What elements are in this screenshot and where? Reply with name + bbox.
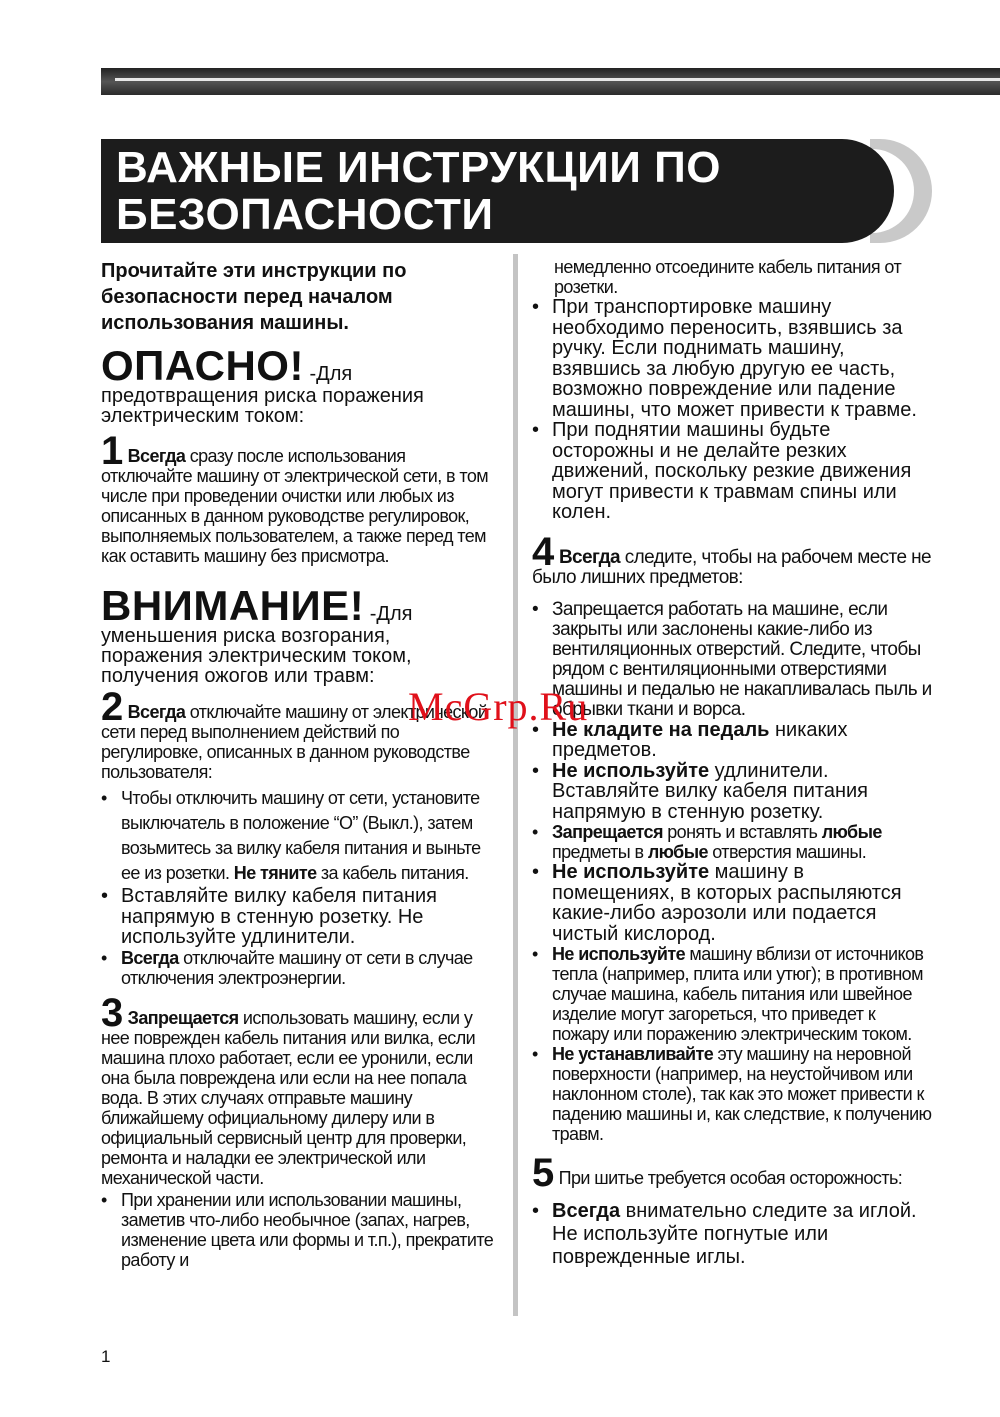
danger-label: ОПАСНО! xyxy=(101,342,304,389)
header-bar-line xyxy=(115,78,1000,81)
danger-text: предотвращения риска поражения электрическим током: xyxy=(101,385,424,427)
list-item-bold: Не используйте xyxy=(552,944,686,964)
list-item xyxy=(532,822,932,862)
list-item-text: ронять и вставлять xyxy=(662,822,822,842)
title-line-2: БЕЗОПАСНОСТИ xyxy=(116,190,494,239)
intro-text: Прочитайте эти инструкции по безопасности перед началом использования машины. xyxy=(101,260,407,334)
list-item xyxy=(532,761,932,823)
title-line-1: ВАЖНЫЕ ИНСТРУКЦИИ ПО xyxy=(116,143,721,192)
item-2-number: 2 xyxy=(101,685,124,729)
right-column xyxy=(532,257,932,1269)
list-item-bold: Не тяните xyxy=(233,863,317,883)
right-list xyxy=(532,297,932,523)
list-item-text: отключайте машину от сети в случае отключения электроэнергии. xyxy=(121,947,473,988)
item-5-text: При шитье требуется особая осторожность: xyxy=(554,1168,903,1188)
list-item-bold: любые xyxy=(821,822,882,842)
item-4-number: 4 xyxy=(532,529,555,574)
list-item-text: эту машину на неровной поверхности (например, на неустойчивом или наклонном столе), так как это может привести к падению машины и, как следствие, к получению травм. xyxy=(552,1044,932,1144)
list-item-text: При поднятии машины будьте осторожны и не делайте резких движений, поскольку резкие движения могут привести к травмам спины или колен. xyxy=(552,419,912,523)
item-2-bold: Всегда xyxy=(127,702,186,722)
list-item-bold: Запрещается xyxy=(552,822,663,842)
warning-heading xyxy=(101,582,496,629)
list-item-bold: Всегда xyxy=(552,1200,621,1222)
list-item-text: предметы в xyxy=(552,842,648,862)
list-item-bold: Не используйте xyxy=(552,861,710,883)
item-3-bold: Запрещается xyxy=(127,1007,239,1028)
column-divider xyxy=(513,254,518,1316)
item-1-text: сразу после использования отключайте машину от электрической сети, в том числе при проведении очистки или любых из описанных в данном руководстве регулировок, выполняемых пользователем, а также перед тем как оставить машину без присмотра. xyxy=(101,446,489,566)
page-title xyxy=(101,139,894,243)
item-5 xyxy=(532,1151,932,1195)
list-item xyxy=(532,297,932,420)
list-item-bold: Всегда xyxy=(121,947,179,968)
continued-text: немедленно отсоедините кабель питания от розетки. xyxy=(554,257,902,297)
warning-text: уменьшения риска возгорания, поражения электрическим током, получения ожогов или травм: xyxy=(101,625,412,687)
left-column xyxy=(101,252,496,1270)
list-item-bold: Не используйте xyxy=(552,759,710,782)
list-item-tail: за кабель питания. xyxy=(316,863,469,883)
item-2-text: отключайте машину от электрической сети перед выполнением действий по регулировке, описанных в данном руководстве пользователя: xyxy=(101,702,488,782)
item-5-list xyxy=(532,1200,932,1269)
list-item-text: внимательно следите за иглой. Не используйте погнутые или поврежденные иглы. xyxy=(552,1200,917,1268)
list-item xyxy=(101,948,496,988)
item-4-bold: Всегда xyxy=(558,546,621,568)
list-item-text: Чтобы отключить машину от сети, установите выключатель в положение “O” (Выкл.), затем возьмитесь за вилку кабеля питания и выньте ее из розетки. xyxy=(121,788,481,883)
danger-heading xyxy=(101,342,496,389)
list-item xyxy=(101,886,496,948)
page-number: 1 xyxy=(101,1347,111,1366)
item-2-list xyxy=(101,786,496,988)
list-item-text: никаких предметов. xyxy=(552,718,848,761)
list-item-text: При транспортировке машину необходимо переносить, взявшись за ручку. Если поднимать машину, взявшись за любую другую ее часть, возможно повреждение или падение машины, что может привести к травме. xyxy=(552,296,917,421)
list-item-text: удлинители. Вставляйте вилку кабеля питания напрямую в стенную розетку. xyxy=(552,759,869,823)
item-3-number: 3 xyxy=(101,990,124,1035)
list-item xyxy=(532,862,932,944)
item-4-text: следите, чтобы на рабочем месте не было лишних предметов: xyxy=(532,546,931,588)
watermark: McGrp.Ru xyxy=(408,684,589,729)
list-item xyxy=(532,420,932,523)
list-item xyxy=(532,1044,932,1144)
danger-tail: -Для xyxy=(303,363,353,385)
list-item-text: отверстия машины. xyxy=(707,842,867,862)
warning-tail: -Для xyxy=(364,603,413,625)
warning-label: ВНИМАНИЕ! xyxy=(101,582,365,629)
item-1-number: 1 xyxy=(101,429,124,473)
list-item xyxy=(532,600,932,720)
list-item xyxy=(532,720,932,761)
item-4-list xyxy=(532,600,932,1145)
list-item xyxy=(532,1200,932,1269)
item-4 xyxy=(532,529,932,588)
list-item-bold: Не кладите на педаль xyxy=(552,718,770,741)
item-1 xyxy=(101,429,496,566)
header-bar xyxy=(101,68,1000,95)
list-item-text: Запрещается работать на машине, если закрыты или заслонены какие-либо из вентиляционных отверстий. Следите, чтобы рядом с вентиляционными отверстиями машины и педалью не накапливалась пыль и обрывки ткани и ворса. xyxy=(552,598,932,720)
item-3 xyxy=(101,990,496,1188)
list-item xyxy=(101,786,496,886)
list-item-bold: любые xyxy=(647,842,708,862)
list-item-text: При хранении или использовании машины, заметив что-либо необычное (запах, нагрев, изменение цвета или формы и т.п.), прекратите работу и xyxy=(121,1189,494,1270)
item-1-bold: Всегда xyxy=(127,446,186,466)
list-item-text: Вставляйте вилку кабеля питания напрямую в стенную розетку. Не используйте удлинители. xyxy=(121,885,438,948)
item-3-text: использовать машину, если у нее поврежден кабель питания или вилка, если машина плохо работает, если ее уронили, если она была повреждена или если на нее попала вода. В этих случаях отправьте машину ближайшему официальному дилеру или в официальный сервисный центр для проверки, ремонта и наладки ее электрической или механической части. xyxy=(101,1007,476,1188)
item-5-number: 5 xyxy=(532,1151,555,1195)
list-item xyxy=(101,1190,496,1270)
list-item-bold: Не устанавливайте xyxy=(552,1044,714,1064)
list-item xyxy=(532,944,932,1044)
list-item-text: машину вблизи от источников тепла (например, плита или утюг); в противном случае машина, кабель питания или швейное изделие могут загореться, что приведет к пожару или поражению электрическим током. xyxy=(552,944,924,1044)
list-item-text: машину в помещениях, в которых распыляются какие-либо аэрозоли или подается чистый кислород. xyxy=(552,861,902,945)
item-3-list xyxy=(101,1190,496,1270)
